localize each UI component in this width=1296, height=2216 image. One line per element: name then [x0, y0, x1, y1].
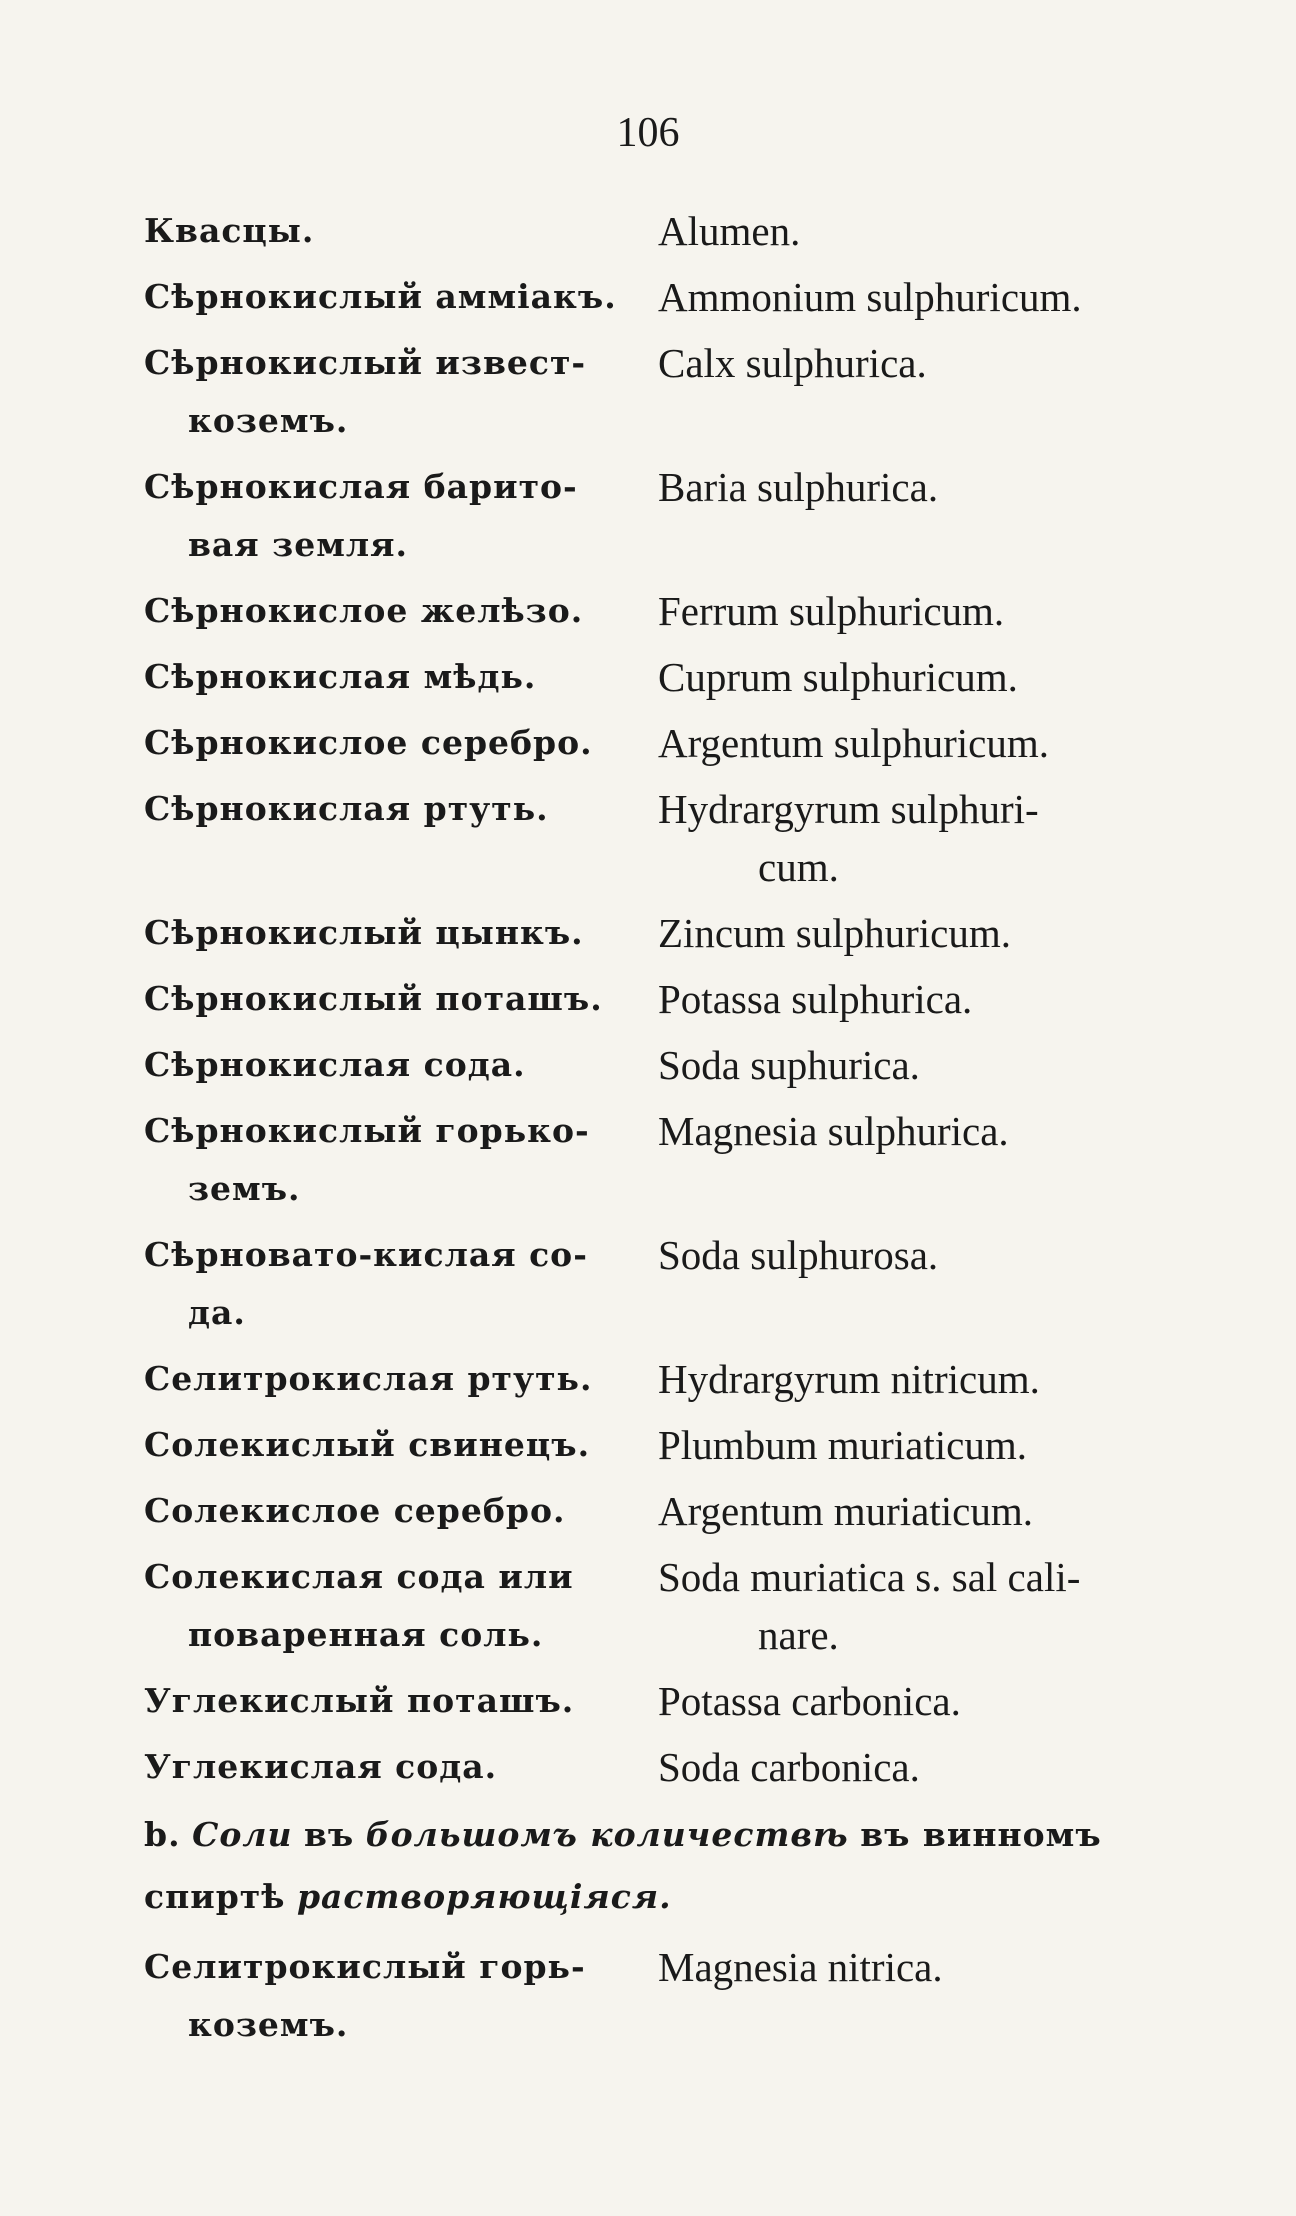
latin-name-line: Argentum sulphuricum. [658, 720, 1049, 766]
entry-row [144, 904, 1224, 962]
russian-name-line: Солекислая сода или [144, 1557, 574, 1596]
section-marker: b. [144, 1815, 181, 1854]
russian-name [144, 268, 654, 326]
latin-name [654, 1482, 1218, 1540]
russian-name [144, 1548, 654, 1664]
substance-list [144, 202, 1224, 2062]
russian-name [144, 1482, 654, 1540]
latin-name-line: Magnesia sulphurica. [658, 1108, 1009, 1154]
entry-row [144, 714, 1224, 772]
entry-row [144, 1350, 1224, 1408]
latin-name [654, 582, 1218, 640]
latin-name-line: Soda muriatica s. sal cali- [658, 1554, 1081, 1600]
russian-name-line: Сѣрнокислое желѣзо. [144, 591, 584, 630]
section-b-heading [144, 1804, 1224, 1928]
russian-name [144, 458, 654, 574]
russian-name-line: Сѣрнокислая барито- [144, 467, 578, 506]
latin-name [654, 1548, 1218, 1664]
russian-name-continuation: коземъ. [188, 2005, 349, 2044]
russian-name-line: Солекислый свинецъ. [144, 1425, 591, 1464]
section-heading-italic-2: большомъ количествѣ [365, 1815, 849, 1854]
entry-row [144, 1416, 1224, 1474]
russian-name-line: Сѣрнокислая ртуть. [144, 789, 549, 828]
latin-name [654, 714, 1218, 772]
latin-name-line: Argentum muriaticum. [658, 1488, 1034, 1534]
russian-name [144, 904, 654, 962]
russian-name-line: Селитрокислая ртуть. [144, 1359, 593, 1398]
entry-row [144, 1738, 1224, 1796]
latin-name-line: Potassa carbonica. [658, 1678, 961, 1724]
entry-row [144, 458, 1224, 574]
entry-row [144, 1036, 1224, 1094]
entry-row [144, 1226, 1224, 1342]
russian-name [144, 1102, 654, 1218]
russian-name [144, 970, 654, 1028]
entry-row [144, 1672, 1224, 1730]
latin-name-line: Soda suphurica. [658, 1042, 920, 1088]
entry-row [144, 268, 1224, 326]
latin-name [654, 904, 1218, 962]
latin-name [654, 1102, 1218, 1160]
latin-name-line: Soda carbonica. [658, 1744, 920, 1790]
latin-name [654, 780, 1218, 896]
section-heading-plain-3: спиртѣ [144, 1877, 286, 1916]
section-heading-plain-1: въ [304, 1815, 355, 1854]
russian-name-continuation: да. [188, 1293, 246, 1332]
russian-name [144, 780, 654, 838]
latin-name [654, 202, 1218, 260]
latin-name [654, 458, 1218, 516]
russian-name-line: Солекислое серебро. [144, 1491, 566, 1530]
russian-name [144, 334, 654, 450]
latin-name-line: Calx sulphurica. [658, 340, 927, 386]
russian-name-line: Сѣрнокислый извест- [144, 343, 587, 382]
entry-row [144, 1548, 1224, 1664]
russian-name [144, 1672, 654, 1730]
russian-name-line: Сѣрновато-кислая со- [144, 1235, 588, 1274]
russian-name-line: Сѣрнокислое серебро. [144, 723, 593, 762]
russian-name-line: Сѣрнокислый горько- [144, 1111, 590, 1150]
latin-name [654, 1416, 1218, 1474]
entries-group-b [144, 1938, 1224, 2054]
section-heading-plain-2: въ винномъ [860, 1815, 1102, 1854]
latin-name-continuation: nare. [758, 1612, 839, 1658]
russian-name-line: Сѣрнокислый поташъ. [144, 979, 603, 1018]
latin-name [654, 1350, 1218, 1408]
entry-row [144, 1102, 1224, 1218]
section-heading-italic-1: Соли [192, 1815, 293, 1854]
entry-row [144, 334, 1224, 450]
entry-row [144, 970, 1224, 1028]
section-heading-italic-3: растворяющіяся. [296, 1877, 672, 1916]
russian-name [144, 1938, 654, 2054]
russian-name [144, 1350, 654, 1408]
latin-name-line: Hydrargyrum nitricum. [658, 1356, 1040, 1402]
latin-name [654, 1738, 1218, 1796]
latin-name [654, 268, 1218, 326]
page-number: 106 [616, 110, 680, 156]
latin-name [654, 1226, 1218, 1284]
russian-name-continuation: вая земля. [188, 525, 409, 564]
russian-name-line: Сѣрнокислый цынкъ. [144, 913, 584, 952]
latin-name [654, 970, 1218, 1028]
russian-name-continuation: земъ. [188, 1169, 301, 1208]
russian-name-line: Сѣрнокислая мѣдь. [144, 657, 537, 696]
latin-name-line: Magnesia nitrica. [658, 1944, 943, 1990]
russian-name [144, 1738, 654, 1796]
latin-name [654, 334, 1218, 392]
latin-name-line: Zincum sulphuricum. [658, 910, 1012, 956]
russian-name [144, 714, 654, 772]
russian-name-continuation: коземъ. [188, 401, 349, 440]
entries-group-a [144, 202, 1224, 1796]
entry-row [144, 780, 1224, 896]
entry-row [144, 648, 1224, 706]
russian-name [144, 582, 654, 640]
russian-name-line: Сѣрнокислая сода. [144, 1045, 526, 1084]
latin-name-line: Plumbum muriaticum. [658, 1422, 1027, 1468]
russian-name-line: Углекислая сода. [144, 1747, 498, 1786]
russian-name [144, 1036, 654, 1094]
russian-name-continuation: поваренная соль. [188, 1615, 544, 1654]
latin-name-continuation: cum. [758, 844, 839, 890]
russian-name [144, 648, 654, 706]
russian-name-line: Углекислый поташъ. [144, 1681, 575, 1720]
russian-name [144, 1226, 654, 1342]
latin-name-line: Hydrargyrum sulphuri- [658, 786, 1039, 832]
russian-name [144, 1416, 654, 1474]
entry-row [144, 1482, 1224, 1540]
entry-row [144, 1938, 1224, 2054]
latin-name-line: Ammonium sulphuricum. [658, 274, 1082, 320]
latin-name-line: Ferrum sulphuricum. [658, 588, 1005, 634]
russian-name [144, 202, 654, 260]
russian-name-line: Квасцы. [144, 211, 315, 250]
latin-name [654, 1938, 1218, 1996]
entry-row [144, 202, 1224, 260]
latin-name-line: Alumen. [658, 208, 801, 254]
latin-name [654, 648, 1218, 706]
russian-name-line: Сѣрнокислый амміакъ. [144, 277, 617, 316]
latin-name-line: Cuprum sulphuricum. [658, 654, 1018, 700]
latin-name-line: Baria sulphurica. [658, 464, 939, 510]
latin-name [654, 1036, 1218, 1094]
latin-name [654, 1672, 1218, 1730]
entry-row [144, 582, 1224, 640]
latin-name-line: Soda sulphurosa. [658, 1232, 939, 1278]
latin-name-line: Potassa sulphurica. [658, 976, 973, 1022]
russian-name-line: Селитрокислый горь- [144, 1947, 586, 1986]
